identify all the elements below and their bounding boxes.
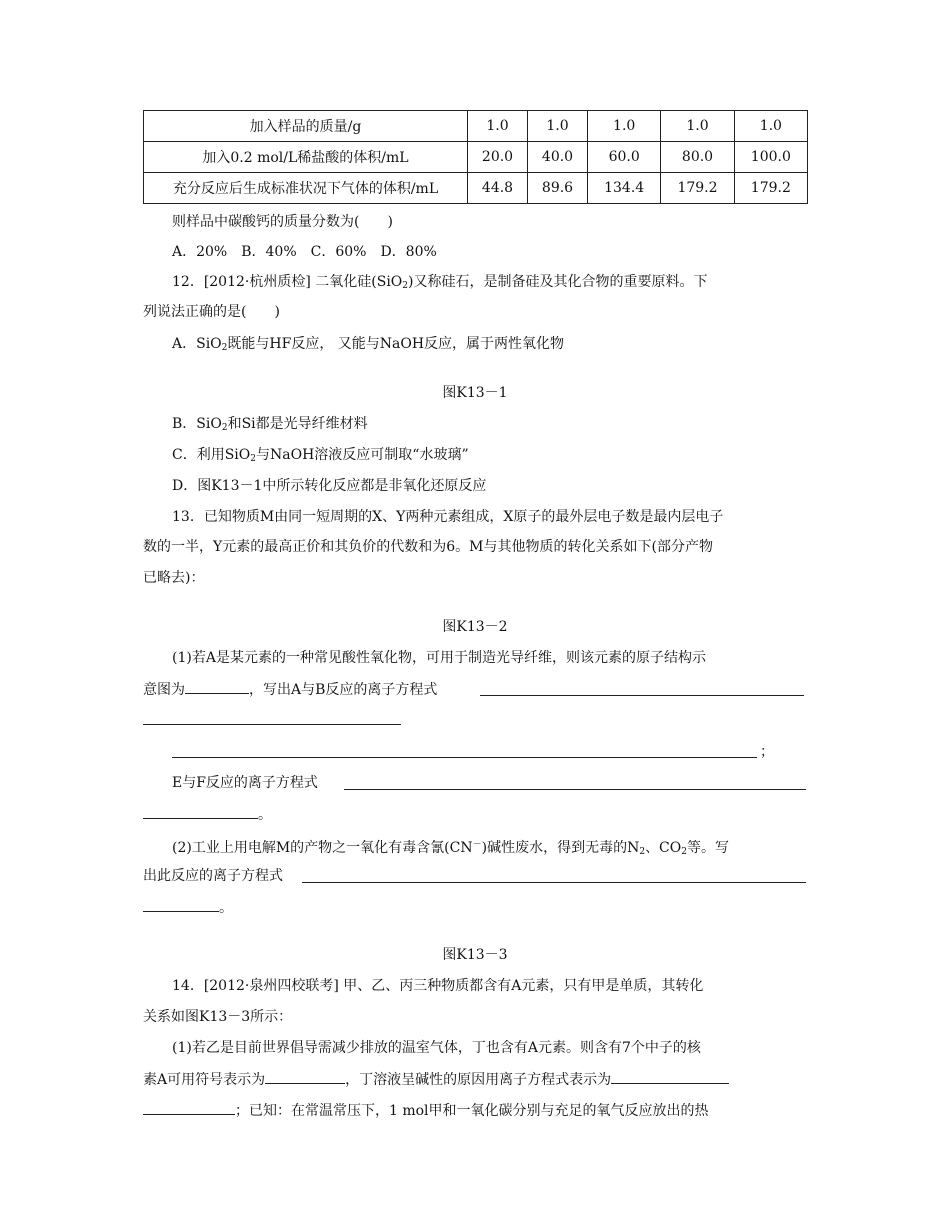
q14-part1-line2: 素A可用符号表示为 ，丁溶液呈碱性的原因用离子方程式表示为 [143,1069,729,1090]
answer-blank[interactable] [480,695,804,696]
q13-part2-line3: 。 [143,897,233,918]
table-row-label: 充分反应后生成标准状况下气体的体积/mL [144,173,468,204]
table-row-label: 加入0.2 mol/L稀盐酸的体积/mL [144,142,468,173]
q13-part2-line1: (2)工业上用电解M的产物之一氧化有毒含氰(CN－)碱性废水，得到无毒的$N_2$、$CO_2$等。写 [172,840,729,857]
table-row-label: 加入样品的质量/g [144,111,468,142]
q13-stem-line1: 13．已知物质M由同一短周期的X、Y两种元素组成，X原子的最外层电子数是最内层电子 [172,509,724,525]
q12-option-b: B．SiO$_2$和Si都是光导纤维材料 [172,416,368,433]
answer-blank[interactable] [143,724,401,725]
q13-part1-line5: 。 [143,804,272,825]
semicolon: ； [760,744,774,760]
table-cell: 100.0 [734,142,807,173]
table-row [144,173,808,204]
table-cell: 20.0 [468,142,528,173]
q14-part1-line3: ；已知：在常温常压下，1 mol甲和一氧化碳分别与充足的氧气反应放出的热 [143,1100,709,1121]
table-cell: 89.6 [528,173,588,204]
table-row [144,111,808,142]
table-cell: 134.4 [588,173,661,204]
answer-blank[interactable] [611,1069,729,1084]
table-cell: 44.8 [468,173,528,204]
table-cell: 1.0 [588,111,661,142]
figure-caption-k13-3: 图K13－3 [442,947,508,963]
answer-blank[interactable] [265,1069,345,1084]
answer-blank[interactable] [302,882,806,883]
answer-blank[interactable] [172,757,757,758]
table-cell: 40.0 [528,142,588,173]
table-cell: 60.0 [588,142,661,173]
q12-stem-line2: 列说法正确的是( ) [143,304,280,320]
table-cell: 179.2 [734,173,807,204]
q13-part1-line4: E与F反应的离子方程式 [172,775,318,791]
table-cell: 80.0 [661,142,734,173]
figure-caption-k13-2: 图K13－2 [442,619,508,635]
table-cell: 1.0 [528,111,588,142]
q12-option-a: A．SiO$_2$既能与HF反应， 又能与NaOH反应，属于两性氧化物 [172,336,565,353]
answer-blank[interactable] [344,789,806,790]
figure-caption-k13-1: 图K13－1 [442,385,508,401]
table-cell: 1.0 [661,111,734,142]
experiment-data-table [143,110,808,204]
table-cell: 1.0 [468,111,528,142]
answer-blank[interactable] [143,804,258,819]
q12-option-c: C．利用SiO$_2$与NaOH溶液反应可制取“水玻璃” [172,447,469,464]
q12-option-d: D．图K13－1中所示转化反应都是非氧化还原反应 [172,478,487,494]
answer-blank[interactable] [143,1100,235,1115]
q11-stem: 则样品中碳酸钙的质量分数为( ) [172,214,393,230]
q14-part1-line1: (1)若乙是目前世界倡导需减少排放的温室气体，丁也含有A元素。则含有7个中子的核 [172,1040,701,1056]
q14-stem-line2: 关系如图K13－3所示： [143,1009,293,1025]
q12-stem-line1: 12．[2012·杭州质检] 二氧化硅(SiO$_2$)又称硅石，是制备硅及其化合物的重要原料。下 [172,274,708,291]
q13-stem-line2: 数的一半，Y元素的最高正价和其负价的代数和为6。M与其他物质的转化关系如下(部分产物 [143,539,713,555]
q13-part1-line2: 意图为 ，写出A与B反应的离子方程式 [143,679,437,700]
answer-blank[interactable] [143,897,219,912]
q13-part2-line2: 出此反应的离子方程式 [143,868,283,884]
answer-blank[interactable] [185,679,249,694]
q11-options: A．20% B．40% C．60% D．80% [172,244,437,260]
q14-stem-line1: 14．[2012·泉州四校联考] 甲、乙、丙三种物质都含有A元素，只有甲是单质，其转化 [172,978,704,994]
table-cell: 1.0 [734,111,807,142]
table-row [144,142,808,173]
q13-part1-line1: (1)若A是某元素的一种常见酸性氧化物，可用于制造光导纤维，则该元素的原子结构示 [172,650,706,666]
table-cell: 179.2 [661,173,734,204]
q13-stem-line3: 已略去)： [143,570,205,586]
